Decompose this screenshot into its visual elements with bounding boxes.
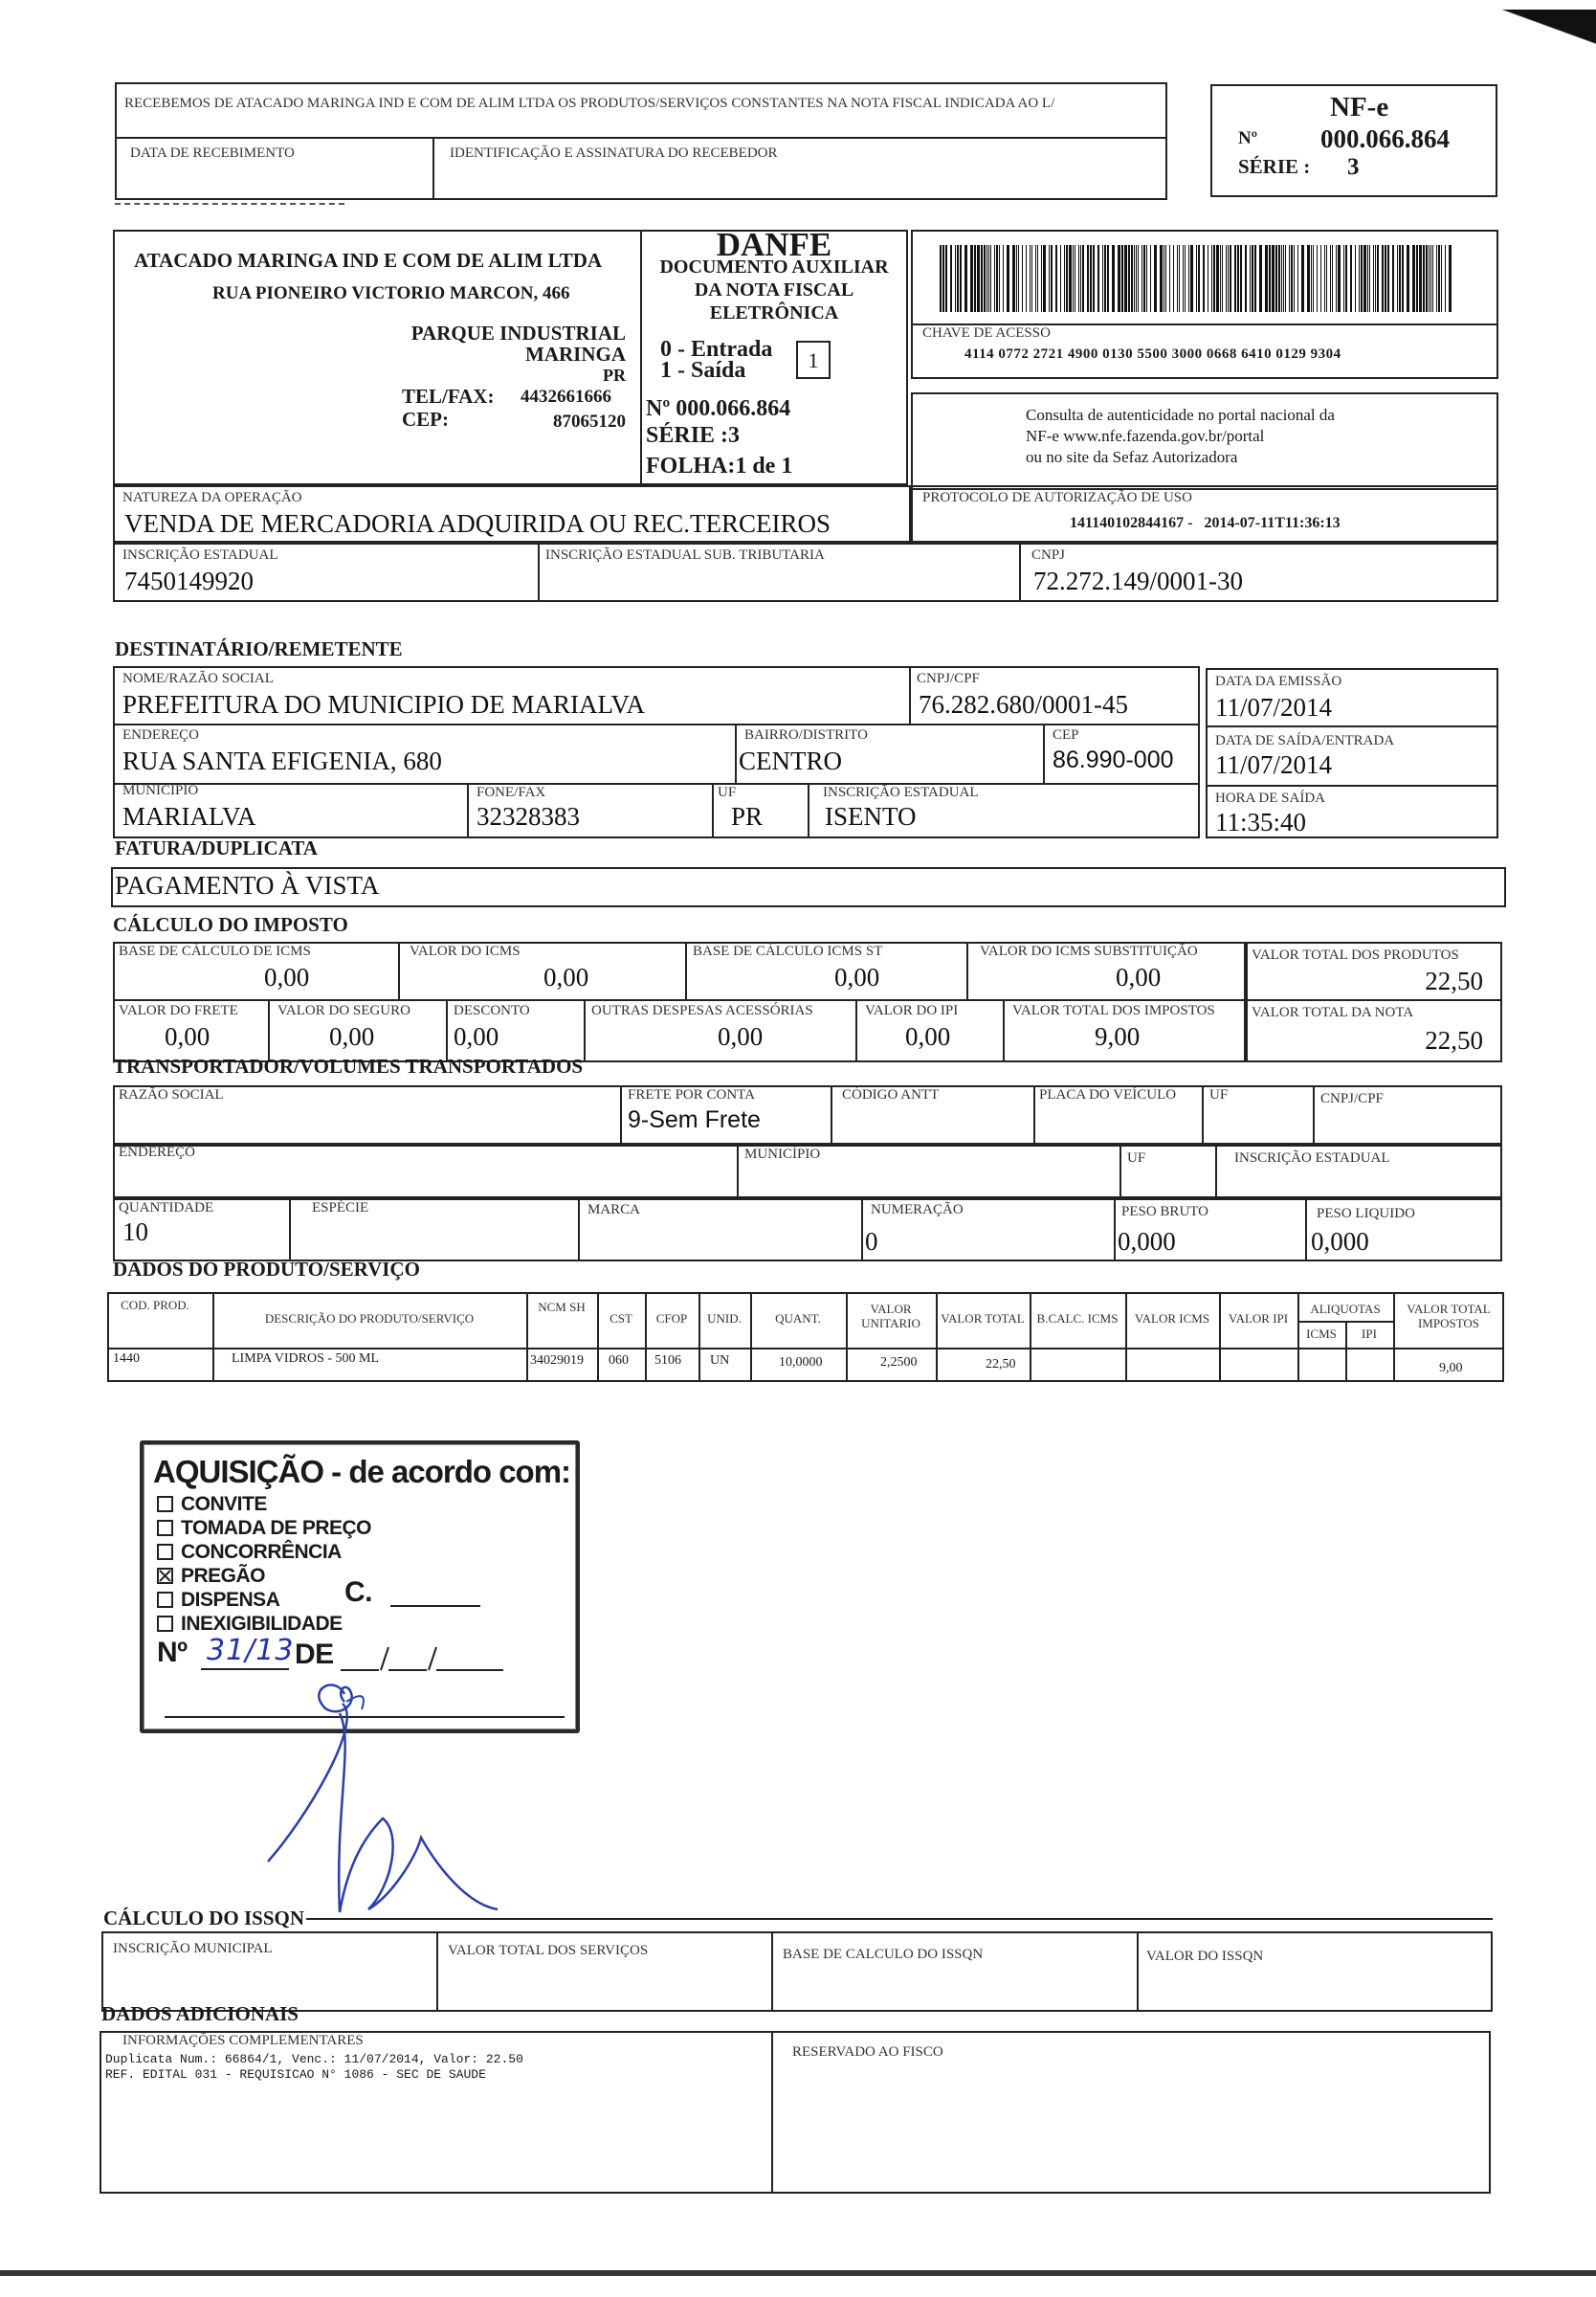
pcol-8 <box>936 1292 938 1382</box>
transp-r1-v1 <box>620 1085 622 1145</box>
imposto-h1 <box>113 999 1248 1001</box>
checkbox-convite[interactable] <box>157 1496 173 1512</box>
issqn-v3 <box>1137 1931 1139 2012</box>
dest-name-value: PREFEITURA DO MUNICIPIO DE MARIALVA <box>122 690 646 719</box>
stamp-opt-concorrencia-label: CONCORRÊNCIA <box>181 1541 342 1563</box>
transp-r3-v2 <box>578 1198 580 1261</box>
access-key: 4114 0772 2721 4900 0130 5500 3000 0668 6410 0129 9304 <box>964 346 1341 362</box>
issqn-valor-label: VALOR DO ISSQN <box>1146 1949 1264 1964</box>
th-aicms: ICMS <box>1306 1327 1337 1341</box>
consult-line1: Consulta de autenticidade no portal nacional da <box>1026 406 1335 424</box>
pcol-3 <box>597 1292 599 1382</box>
cell-cfop: 5106 <box>654 1353 681 1368</box>
base-icms-label: BASE DE CÁLCULO DE ICMS <box>119 944 311 959</box>
pcol-6 <box>750 1292 752 1382</box>
adicionais-v1 <box>771 2031 773 2194</box>
nfe-box-number: 000.066.864 <box>1320 124 1450 153</box>
dest-phone-value: 32328383 <box>477 802 580 831</box>
pcol-10 <box>1125 1292 1127 1382</box>
pcol-7 <box>846 1292 848 1382</box>
stamp-opt-dispensa-label: DISPENSA <box>181 1589 280 1611</box>
transp-ie-label: INSCRIÇÃO ESTADUAL <box>1234 1150 1390 1166</box>
transp-placa-label: PLACA DO VEÍCULO <box>1039 1087 1177 1103</box>
transp-r1-v5 <box>1313 1085 1315 1145</box>
nfe-box-title: NF-e <box>1330 92 1389 123</box>
transp-r2-v1 <box>737 1145 739 1198</box>
totals-h1 <box>1244 999 1502 1001</box>
nfe-box-number-label: Nº <box>1238 128 1257 148</box>
emitente-cep: 87065120 <box>553 412 626 432</box>
stamp-de-label: DE <box>295 1639 334 1670</box>
issqn-box <box>101 1931 1493 2012</box>
total-imp-label: VALOR TOTAL DOS IMPOSTOS <box>1012 1003 1215 1018</box>
base-st-value: 0,00 <box>834 963 880 992</box>
imposto-v7 <box>855 999 857 1062</box>
issqn-v2 <box>771 1931 773 2012</box>
ipi-label: VALOR DO IPI <box>865 1003 959 1018</box>
cell-vunit: 2,2500 <box>880 1355 918 1370</box>
th-cst: CST <box>610 1311 632 1326</box>
th-vunit: VALOR UNITARIO <box>861 1302 920 1330</box>
icms-sub-value: 0,00 <box>1116 963 1162 992</box>
info-label: INFORMAÇÕES COMPLEMENTARES <box>122 2033 364 2048</box>
icms-sub-label: VALOR DO ICMS SUBSTITUIÇÃO <box>980 944 1198 959</box>
base-icms-value: 0,00 <box>264 963 310 992</box>
products-header-divider <box>107 1348 1504 1349</box>
fatura-heading: FATURA/DUPLICATA <box>115 836 318 859</box>
transp-endereco-label: ENDEREÇO <box>119 1145 195 1160</box>
info-line2: REF. EDITAL 031 - REQUISICAO N° 1086 - SEC DE SAUDE <box>105 2067 486 2082</box>
stamp-opt-dispensa <box>157 1588 279 1612</box>
check-x-icon <box>159 1570 171 1582</box>
stamp-c-line <box>390 1605 480 1607</box>
pcol-5 <box>698 1292 700 1382</box>
issqn-base-label: BASE DE CALCULO DO ISSQN <box>783 1947 984 1962</box>
transp-r3-v3 <box>861 1198 863 1261</box>
transp-r3-v5 <box>1305 1198 1307 1261</box>
seguro-label: VALOR DO SEGURO <box>277 1003 410 1018</box>
canhoto-vdivider <box>432 137 434 200</box>
dest-v4 <box>467 783 469 838</box>
issqn-top-line <box>306 1918 1493 1920</box>
aliq-divider <box>1297 1321 1393 1323</box>
handwritten-signature <box>249 1665 574 1933</box>
th-vtimp: VALOR TOTAL IMPOSTOS <box>1407 1302 1491 1330</box>
base-st-label: BASE DE CÁLCULO ICMS ST <box>693 944 883 959</box>
dates-h2 <box>1206 785 1498 787</box>
danfe-entrada: 0 - Entrada <box>660 337 773 362</box>
transp-r3-v1 <box>289 1198 291 1261</box>
checkbox-pregao-checked[interactable] <box>157 1568 173 1584</box>
consult-line3: ou no site da Sefaz Autorizadora <box>1026 448 1238 466</box>
cell-quant: 10,0000 <box>779 1355 823 1370</box>
th-vtotal: VALOR TOTAL <box>941 1311 1025 1326</box>
emitente-phone-label: TEL/FAX: <box>402 385 495 408</box>
stamp-title: AQUISIÇÃO - de acordo com: <box>153 1454 571 1489</box>
imposto-v8 <box>1003 999 1005 1062</box>
transp-razao-label: RAZÃO SOCIAL <box>119 1087 224 1103</box>
dest-district-value: CENTRO <box>739 747 842 775</box>
th-vicms: VALOR ICMS <box>1134 1311 1210 1326</box>
dest-cep-label: CEP <box>1053 727 1079 743</box>
scan-bottom-edge <box>0 2270 1596 2276</box>
ie-div2 <box>1019 543 1021 602</box>
pcol-2 <box>526 1292 528 1382</box>
th-aipi: IPI <box>1362 1327 1377 1341</box>
cell-vtotal: 22,50 <box>986 1357 1016 1372</box>
emitente-city: MARINGA <box>525 343 626 366</box>
dest-v5 <box>712 783 714 838</box>
pcol-1 <box>212 1292 214 1382</box>
nfe-box-series: 3 <box>1347 154 1360 180</box>
emitente-district: PARQUE INDUSTRIAL <box>410 322 626 345</box>
transp-peso-bruto-label: PESO BRUTO <box>1121 1204 1208 1219</box>
frete-value: 0,00 <box>165 1022 211 1051</box>
dest-uf-value: PR <box>731 802 764 831</box>
transp-r3-v4 <box>1114 1198 1116 1261</box>
issqn-vts-label: VALOR TOTAL DOS SERVIÇOS <box>448 1943 649 1958</box>
pcol-9 <box>1030 1292 1031 1382</box>
stamp-num-value: 31/13 <box>207 1634 295 1667</box>
imposto-v3 <box>966 942 968 999</box>
th-bcalc: B.CALC. ICMS <box>1036 1311 1119 1326</box>
th-unid: UNID. <box>707 1311 742 1326</box>
valor-icms-label: VALOR DO ICMS <box>410 944 521 959</box>
emit-cnpj-label: CNPJ <box>1031 547 1066 563</box>
access-key-label: CHAVE DE ACESSO <box>922 325 1051 341</box>
imposto-v6 <box>584 999 586 1062</box>
adicionais-heading: DADOS ADICIONAIS <box>101 2002 299 2025</box>
danfe-series: SÉRIE :3 <box>646 423 741 448</box>
emission-value: 11/07/2014 <box>1215 693 1333 722</box>
total-prod-value: 22,50 <box>1425 967 1483 995</box>
total-imp-value: 9,00 <box>1095 1022 1141 1051</box>
transp-antt-label: CÓDIGO ANTT <box>842 1087 940 1103</box>
transp-r2-v3 <box>1215 1145 1217 1198</box>
issqn-im-label: INSCRIÇÃO MUNICIPAL <box>113 1941 273 1956</box>
dest-uf-label: UF <box>718 785 737 800</box>
exit-date-label: DATA DE SAÍDA/ENTRADA <box>1215 733 1395 748</box>
dest-address-value: RUA SANTA EFIGENIA, 680 <box>122 747 442 775</box>
dest-h1 <box>113 724 1200 725</box>
transp-peso-liq-label: PESO LIQUIDO <box>1317 1206 1415 1221</box>
transp-r1-v3 <box>1033 1085 1035 1145</box>
stamp-opt-tomada-label: TOMADA DE PREÇO <box>181 1517 372 1539</box>
ipi-value: 0,00 <box>905 1022 951 1051</box>
fisco-label: RESERVADO AO FISCO <box>792 2044 943 2060</box>
total-nota-value: 22,50 <box>1425 1026 1483 1055</box>
cell-unid: UN <box>710 1353 730 1368</box>
checkbox-inexigibilidade[interactable] <box>157 1616 173 1632</box>
canhoto-divider <box>115 137 1167 139</box>
transp-peso-liq-value: 0,000 <box>1311 1227 1369 1256</box>
cell-desc: LIMPA VIDROS - 500 ML <box>232 1351 380 1366</box>
dest-phone-label: FONE/FAX <box>477 785 546 800</box>
cell-vtimp: 9,00 <box>1439 1361 1463 1375</box>
transp-peso-bruto-value: 0,000 <box>1118 1227 1176 1256</box>
produtos-heading: DADOS DO PRODUTO/SERVIÇO <box>113 1258 420 1281</box>
nature-label: NATUREZA DA OPERAÇÃO <box>122 490 302 505</box>
transp-qtd-label: QUANTIDADE <box>119 1200 214 1215</box>
valor-icms-value: 0,00 <box>543 963 589 992</box>
ie-value: 7450149920 <box>124 567 254 595</box>
pcol-4 <box>645 1292 647 1382</box>
stamp-c-label: C. <box>344 1576 372 1608</box>
stamp-opt-concorrencia <box>157 1540 342 1564</box>
checkbox-dispensa[interactable] <box>157 1592 173 1608</box>
desconto-value: 0,00 <box>454 1022 499 1051</box>
dest-cep-value: 86.990-000 <box>1053 747 1174 773</box>
transporte-heading: TRANSPORTADOR/VOLUMES TRANSPORTADOS <box>113 1055 584 1078</box>
emit-cnpj-value: 72.272.149/0001-30 <box>1033 567 1243 595</box>
exit-date-value: 11/07/2014 <box>1215 750 1333 779</box>
danfe-title: DANFE <box>716 226 832 263</box>
transp-uf2-label: UF <box>1127 1150 1146 1166</box>
stamp-opt-tomada <box>157 1516 371 1540</box>
danfe-number: Nº 000.066.864 <box>646 396 791 421</box>
total-prod-label: VALOR TOTAL DOS PRODUTOS <box>1252 948 1459 963</box>
consult-line2: NF-e www.nfe.fazenda.gov.br/portal <box>1026 427 1265 445</box>
imposto-v2 <box>685 942 687 999</box>
dates-h1 <box>1206 725 1498 727</box>
transp-municipio-label: MUNICÍPIO <box>744 1147 821 1162</box>
imposto-v5 <box>446 999 448 1062</box>
emitente-cep-label: CEP: <box>402 408 449 431</box>
dest-city-label: MUNICIPIO <box>122 783 199 798</box>
imposto-v4 <box>268 999 270 1062</box>
danfe-type-box <box>796 341 831 379</box>
total-nota-label: VALOR TOTAL DA NOTA <box>1252 1005 1414 1020</box>
danfe-folha: FOLHA:1 de 1 <box>646 454 793 479</box>
emitente-street: RUA PIONEIRO VICTORIO MARCON, 466 <box>212 283 570 303</box>
transp-uf-label: UF <box>1209 1087 1229 1103</box>
checkbox-concorrencia[interactable] <box>157 1544 173 1560</box>
th-cod: COD. PROD. <box>121 1298 189 1312</box>
seguro-value: 0,00 <box>329 1022 375 1051</box>
transp-r1-v2 <box>831 1085 832 1145</box>
pcol-14 <box>1393 1292 1395 1382</box>
emitente-state: PR <box>603 366 626 385</box>
emitente-phone: 4432661666 <box>521 387 611 407</box>
transp-numeracao-label: NUMERAÇÃO <box>871 1202 964 1217</box>
transp-frete-value: 9-Sem Frete <box>628 1106 761 1133</box>
stamp-opt-convite-label: CONVITE <box>181 1493 267 1515</box>
checkbox-tomada[interactable] <box>157 1520 173 1536</box>
th-desc: DESCRIÇÃO DO PRODUTO/SERVIÇO <box>264 1311 475 1326</box>
dest-ie-value: ISENTO <box>825 802 917 831</box>
ie-label: INSCRIÇÃO ESTADUAL <box>122 547 278 563</box>
stamp-opt-inexig <box>157 1612 343 1636</box>
danfe-type-value: 1 <box>808 348 819 372</box>
dest-city-value: MARIALVA <box>122 802 256 831</box>
th-aliq: ALIQUOTAS <box>1310 1302 1381 1316</box>
canhoto-statement: RECEBEMOS DE ATACADO MARINGA IND E COM DE ALIM LTDA OS PRODUTOS/SERVIÇOS CONSTANTES NA NOTA FISCAL INDICADA AO L/ <box>124 96 1055 111</box>
outras-label: OUTRAS DESPESAS ACESSÓRIAS <box>591 1003 813 1018</box>
info-line1: Duplicata Num.: 66864/1, Venc.: 11/07/2014, Valor: 22.50 <box>105 2052 523 2066</box>
pcol-11 <box>1219 1292 1221 1382</box>
dest-address-label: ENDEREÇO <box>122 727 199 743</box>
nature-value: VENDA DE MERCADORIA ADQUIRIDA OU REC.TERCEIROS <box>124 509 831 538</box>
imposto-heading: CÁLCULO DO IMPOSTO <box>113 913 348 936</box>
fatura-value: PAGAMENTO À VISTA <box>115 871 380 900</box>
emitente-name: ATACADO MARINGA IND E COM DE ALIM LTDA <box>134 249 603 272</box>
stamp-opt-pregao-label: PREGÃO <box>181 1565 266 1587</box>
dest-cnpj-label: CNPJ/CPF <box>917 671 980 686</box>
cell-cst: 060 <box>609 1353 629 1368</box>
th-quant: QUANT. <box>775 1311 821 1326</box>
transp-frete-label: FRETE POR CONTA <box>628 1087 755 1103</box>
ie-div1 <box>538 543 540 602</box>
dest-cnpj-value: 76.282.680/0001-45 <box>919 690 1128 719</box>
th-cfop: CFOP <box>655 1311 688 1326</box>
cell-ncm: 34029019 <box>530 1353 584 1368</box>
transp-qtd-value: 10 <box>122 1217 148 1246</box>
protocol-value: 141140102844167 - 2014-07-11T11:36:13 <box>1070 515 1341 531</box>
th-vipi: VALOR IPI <box>1228 1311 1289 1326</box>
cell-cod: 1440 <box>113 1351 140 1366</box>
nfe-box-series-label: SÉRIE : <box>1238 155 1311 178</box>
exit-time-label: HORA DE SAÍDA <box>1215 791 1326 806</box>
canhoto-date-label: DATA DE RECEBIMENTO <box>130 145 295 161</box>
dest-name-label: NOME/RAZÃO SOCIAL <box>122 671 274 686</box>
frete-label: VALOR DO FRETE <box>119 1003 238 1018</box>
emission-label: DATA DA EMISSÃO <box>1215 674 1342 689</box>
stamp-num-label: Nº <box>157 1637 188 1668</box>
danfe-line2: DA NOTA FISCAL <box>694 279 854 301</box>
ie-st-label: INSCRIÇÃO ESTADUAL SUB. TRIBUTARIA <box>545 547 825 563</box>
issqn-heading: CÁLCULO DO ISSQN <box>103 1907 305 1929</box>
access-key-barcode <box>940 245 1456 312</box>
imposto-v1 <box>398 942 400 999</box>
transp-marca-label: MARCA <box>587 1202 641 1217</box>
dest-district-label: BAIRRO/DISTRITO <box>744 727 868 743</box>
danfe-line1: DOCUMENTO AUXILIAR <box>659 256 889 278</box>
transp-especie-label: ESPÉCIE <box>312 1200 369 1215</box>
dest-v2 <box>735 724 737 783</box>
danfe-saida: 1 - Saída <box>660 358 746 383</box>
protocol-label: PROTOCOLO DE AUTORIZAÇÃO DE USO <box>922 490 1192 505</box>
canhoto-sign-label: IDENTIFICAÇÃO E ASSINATURA DO RECEBEDOR <box>450 145 778 161</box>
transp-r1-v4 <box>1202 1085 1204 1145</box>
th-ncm: NCM SH <box>538 1300 586 1314</box>
exit-time-value: 11:35:40 <box>1215 808 1307 836</box>
transp-cnpj-label: CNPJ/CPF <box>1320 1091 1384 1106</box>
scan-corner-shadow <box>1481 10 1596 96</box>
stamp-opt-pregao <box>157 1564 265 1588</box>
transp-row1 <box>113 1085 1502 1145</box>
transp-r2-v2 <box>1119 1145 1121 1198</box>
dest-ie-label: INSCRIÇÃO ESTADUAL <box>823 785 979 800</box>
dest-v3 <box>1043 724 1045 783</box>
dest-h2 <box>113 783 1200 785</box>
desconto-label: DESCONTO <box>454 1003 530 1018</box>
issqn-v1 <box>436 1931 438 2012</box>
dest-v1 <box>909 666 911 724</box>
cut-line <box>115 203 344 205</box>
outras-value: 0,00 <box>718 1022 764 1051</box>
stamp-opt-convite <box>157 1492 267 1516</box>
dest-v6 <box>808 783 809 838</box>
destinatario-heading: DESTINATÁRIO/REMETENTE <box>115 637 403 660</box>
danfe-line3: ELETRÔNICA <box>709 302 839 323</box>
transp-numeracao-value: 0 <box>865 1227 878 1256</box>
stamp-opt-inexig-label: INEXIGIBILIDADE <box>181 1613 343 1635</box>
